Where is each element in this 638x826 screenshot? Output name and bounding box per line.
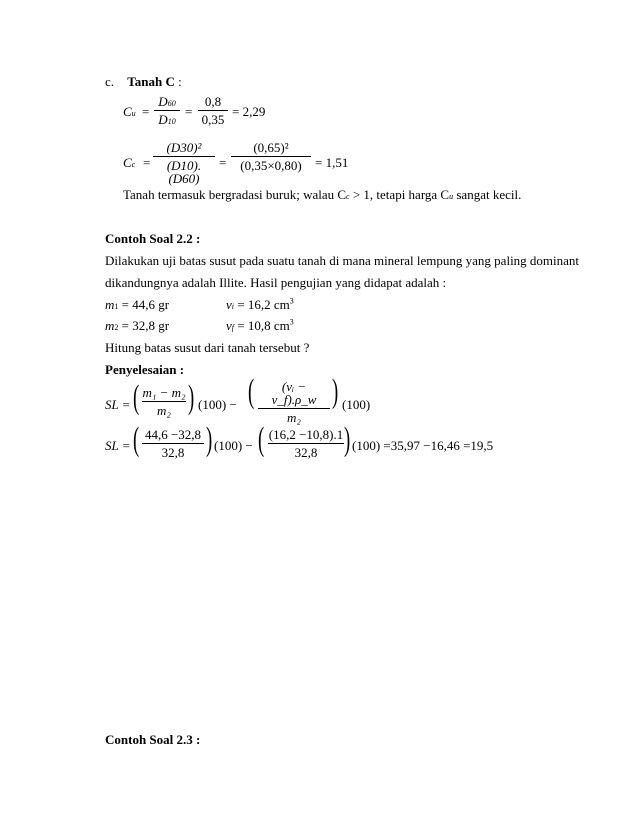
m2-value: m2 = 32,8 gr bbox=[105, 318, 170, 333]
sl-numeric-fraction-2: (16,2 −10,8).1 32,8 bbox=[268, 427, 344, 460]
cu-fraction-numeric: 0,8 0,35 bbox=[198, 95, 228, 126]
question-text: Hitung batas susut dari tanah tersebut ? bbox=[105, 340, 310, 355]
example-22-paragraph-line2: dikandungnya adalah Illite. Hasil pengujian yang didapat adalah : bbox=[105, 275, 447, 290]
sl-numeric-fraction-1: 44,6 −32,8 32,8 bbox=[142, 428, 204, 459]
cu-fraction-symbolic: D60 D10 bbox=[154, 95, 180, 126]
m1-value: m1 = 44,6 gr bbox=[105, 297, 170, 312]
example-22-title: Contoh Soal 2.2 : bbox=[105, 231, 201, 246]
section-c-title: Tanah C bbox=[127, 74, 175, 89]
example-22-paragraph-line1: Dilakukan uji batas susut pada suatu tanah di mana mineral lempung yang paling dominant bbox=[105, 253, 580, 268]
sl-formula-lhs: SL = bbox=[105, 397, 131, 412]
cc-eq: = bbox=[143, 155, 151, 170]
section-c-colon: : bbox=[178, 74, 182, 89]
solution-title: Penyelesaian : bbox=[105, 362, 185, 377]
sl-fraction-1: m₁ − m₂ m₂ bbox=[142, 385, 186, 418]
cu-result: = 2,29 bbox=[232, 104, 266, 119]
section-c-note: Tanah termasuk bergradasi buruk; walau Cc > 1, tetapi harga Cu sangat kecil. bbox=[123, 187, 522, 202]
sl-formula-mid: (100) − bbox=[198, 397, 237, 412]
vi-value: vi = 16,2 $cm^3$ bbox=[226, 296, 294, 312]
sl-numeric-end: (100) =35,97 −16,46 =19,5 bbox=[352, 438, 494, 453]
vf-value: vf = 10,8 $cm^3$ bbox=[226, 317, 294, 333]
section-c-heading bbox=[105, 75, 182, 88]
sl-numeric-mid: (100) − bbox=[214, 438, 253, 453]
cc-result: = 1,51 bbox=[315, 155, 349, 170]
example-23-title: Contoh Soal 2.3 : bbox=[105, 732, 201, 747]
cc-fraction-symbolic: (D30)² (D10).(D60) bbox=[153, 141, 215, 185]
sl-fraction-2: (vᵢ − v_f).ρ_w m₂ bbox=[258, 380, 330, 424]
cc-lhs: Cc bbox=[123, 155, 136, 170]
sl-formula-end: (100) bbox=[342, 397, 371, 412]
sl-numeric-lhs: SL = bbox=[105, 438, 131, 453]
section-c-label: c. bbox=[105, 74, 115, 89]
cu-eq: = bbox=[142, 104, 150, 119]
cu-lhs: Cu bbox=[123, 104, 136, 119]
cc-fraction-numeric: (0,65)² (0,35×0,80) bbox=[231, 141, 311, 172]
